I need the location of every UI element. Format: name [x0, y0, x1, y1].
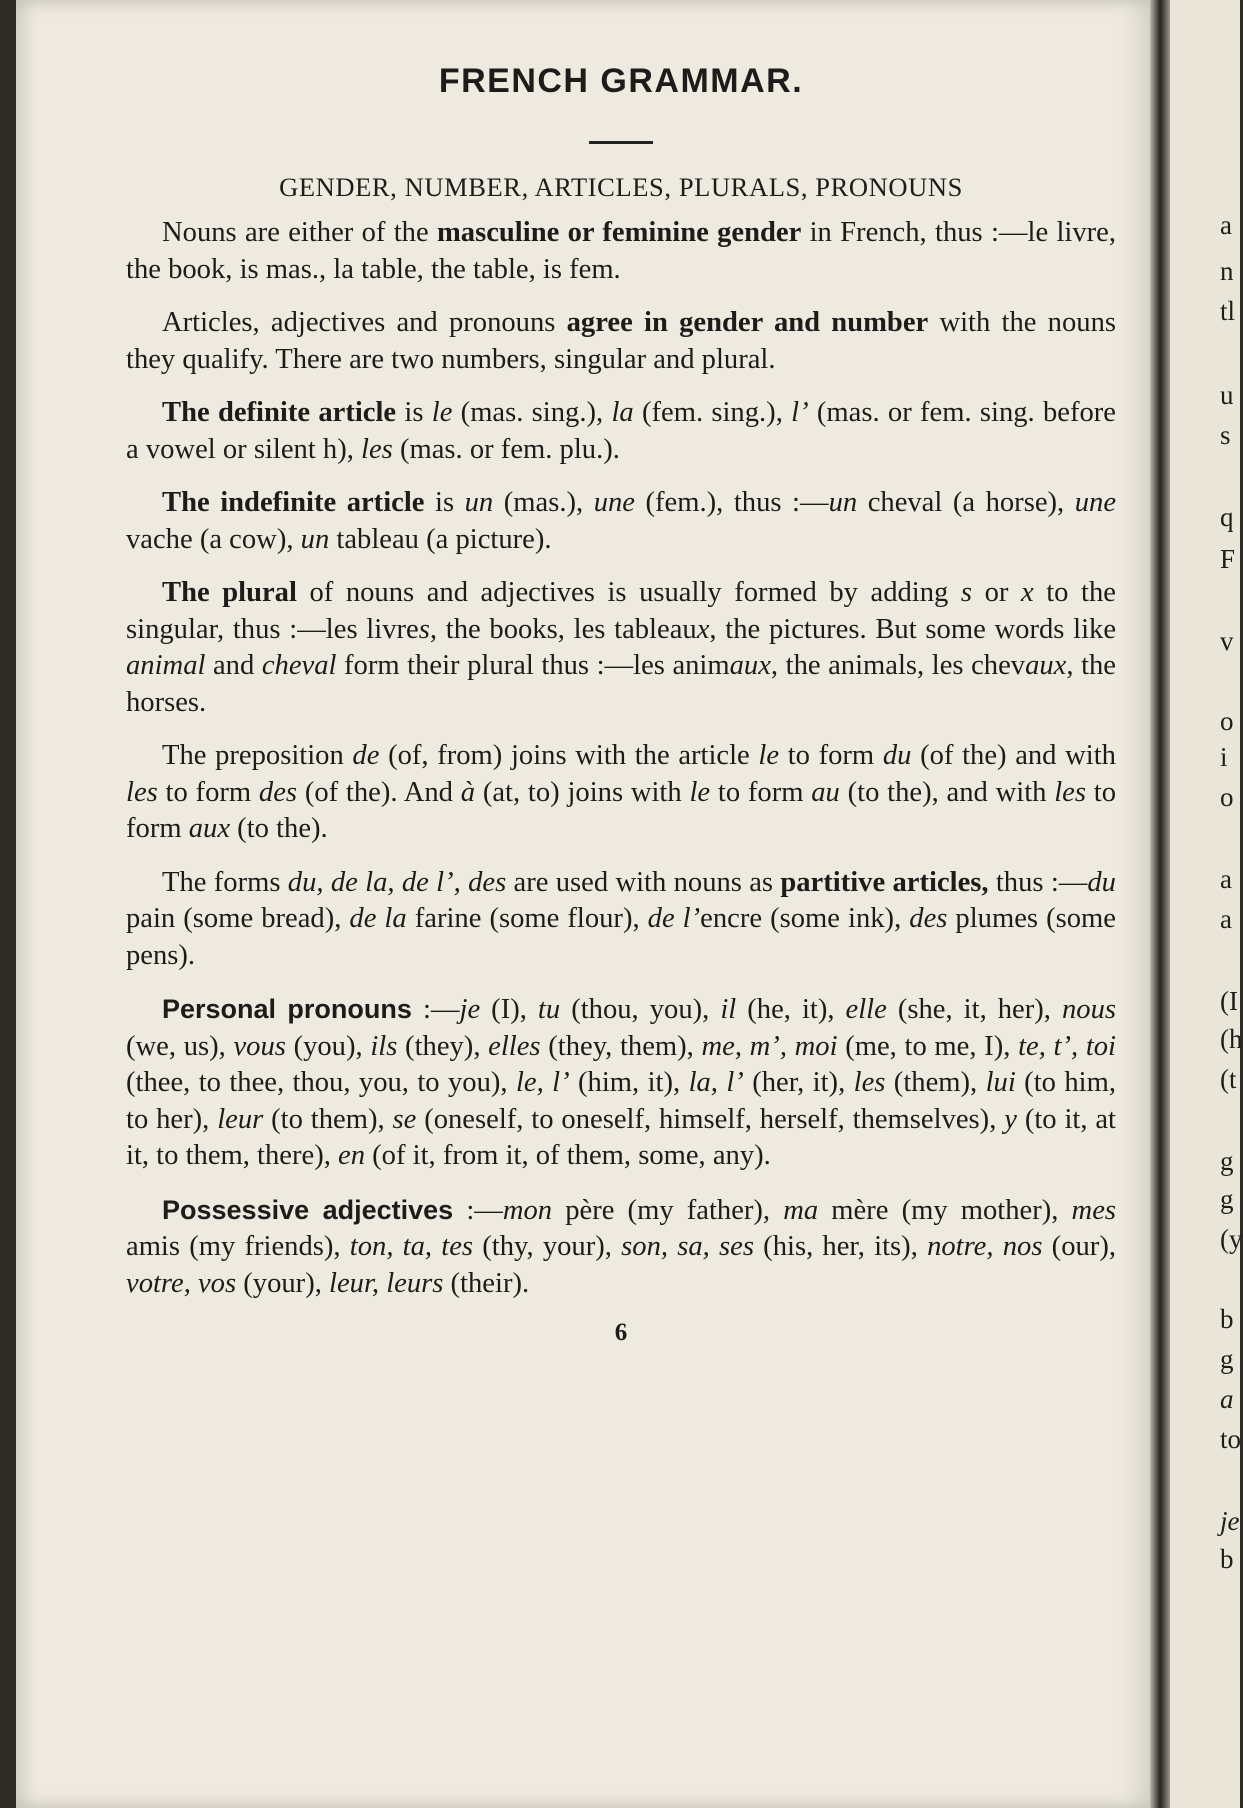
right-page-fragment: tl [1220, 296, 1236, 326]
french-word: ils [370, 1030, 398, 1062]
french-word: leur [217, 1103, 264, 1135]
french-word: votre, vos [126, 1267, 237, 1299]
right-page-fragment: i [1220, 742, 1228, 772]
text-run: (of the). And [297, 776, 461, 808]
right-page-fragment: b [1220, 1304, 1234, 1334]
text-run: Articles, adjectives and pronouns [162, 307, 567, 338]
french-word: une [1074, 487, 1117, 518]
french-word: du [1087, 866, 1116, 898]
text-run: Nouns are either of the [162, 217, 437, 248]
right-page-fragment: to [1220, 1424, 1242, 1454]
paragraph [126, 738, 1116, 848]
french-word: des [258, 776, 298, 808]
french-word: animal [126, 650, 206, 681]
right-page-fragment: a [1220, 904, 1232, 934]
right-page-fragment: o [1220, 706, 1234, 736]
right-page-fragment: a [1220, 210, 1232, 240]
text-run: form their plural thus :—les anim [336, 650, 730, 681]
right-page-fragment: u [1220, 380, 1234, 410]
right-page-fragment: a [1220, 864, 1232, 894]
paragraph [126, 991, 1116, 1175]
text-run: to form [126, 776, 1117, 844]
text-run: (they), [397, 1030, 489, 1062]
page-content [126, 52, 1116, 1347]
title-rule [589, 141, 653, 144]
right-page-edge [1170, 0, 1243, 1808]
french-word: une [593, 487, 635, 518]
text-run: (they, them), [540, 1030, 702, 1062]
french-word: du, de la, de l’, des [287, 866, 507, 898]
text-run: :— [453, 1194, 503, 1226]
french-word: leur, leurs [329, 1267, 444, 1299]
text-run: pain (some bread), [126, 903, 350, 934]
bold-term: partitive articles, [780, 866, 989, 898]
french-word: un [464, 487, 494, 518]
paragraph [126, 395, 1116, 468]
right-page-fragment: q [1220, 502, 1234, 532]
text-run: père (my father), [552, 1194, 784, 1226]
text-run: and [205, 650, 262, 681]
text-run: (of it, from it, of them, some, any). [365, 1140, 771, 1171]
right-page-fragment: o [1220, 782, 1234, 812]
text-run: (mas.), [493, 487, 594, 518]
french-word: cheval [261, 650, 337, 681]
french-word: tu [537, 994, 561, 1025]
text-run: to the singular, thus :—les livre [126, 577, 1116, 645]
text-run: (him, it), [569, 1067, 689, 1098]
french-word: elle [845, 994, 887, 1025]
text-run: farine (some flour), [406, 903, 648, 934]
text-run: (fem. sing.), [633, 397, 792, 428]
french-word: vous [233, 1030, 286, 1062]
paragraph [126, 575, 1116, 721]
text-run: (your), [236, 1267, 330, 1299]
bold-term: masculine or feminine gender [436, 217, 802, 248]
text-run: mère (my mother), [818, 1194, 1072, 1226]
text-run: to form [779, 740, 883, 771]
text-run: vache (a cow), [126, 523, 301, 555]
french-word: me, m’, moi [701, 1030, 838, 1062]
french-word: mon [502, 1194, 553, 1226]
text-run: (fem.), thus :— [634, 487, 829, 518]
french-word: son, sa, ses [621, 1231, 754, 1262]
paragraph [126, 485, 1116, 558]
right-page-fragment: F [1220, 544, 1236, 574]
right-page-fragment: g [1220, 1184, 1234, 1214]
section-subheading: GENDER, NUMBER, ARTICLES, PLURALS, PRONOUNS [279, 172, 963, 202]
text-run: (mas. or fem. plu.). [392, 433, 620, 465]
text-run: (mas. sing.), [452, 397, 612, 428]
french-word: x [696, 613, 710, 645]
bold-term: The indefinite article [162, 487, 425, 518]
french-word: le, l’ [515, 1067, 570, 1098]
french-word: le [689, 776, 711, 808]
text-run: , the books, les tableau [429, 613, 697, 645]
text-run: (thy, your), [473, 1231, 622, 1262]
section-label: Possessive adjectives [162, 1194, 454, 1225]
page-title: FRENCH GRAMMAR. [438, 62, 804, 100]
french-word: ma [783, 1194, 819, 1226]
text-run: (her, it), [743, 1067, 854, 1098]
text-run: in French, thus :—le livre, the book, is mas., la table, the table, is fem. [126, 217, 1116, 285]
text-run: (his, her, its), [753, 1231, 928, 1262]
french-word: s [960, 577, 973, 608]
french-word: les [126, 776, 158, 808]
french-word: mes [1071, 1194, 1117, 1226]
paragraph [126, 1192, 1116, 1303]
text-run: (their). [443, 1267, 530, 1299]
french-word: à [460, 776, 476, 808]
text-run: amis (my friends), [126, 1231, 350, 1262]
french-word: je [459, 994, 481, 1025]
bold-term: The definite article [162, 397, 397, 428]
text-run: (to the). [230, 813, 328, 844]
text-run: (of the) and with [911, 740, 1116, 771]
text-run: (to it, at it, to them, there), [126, 1103, 1116, 1171]
text-run: The preposition [162, 740, 353, 771]
text-run: (mas. or fem. sing. before a vowel or silent h), [126, 397, 1116, 465]
french-word: au [811, 776, 840, 808]
paragraph [126, 865, 1116, 975]
paragraph [126, 215, 1116, 288]
book-gutter [1150, 0, 1172, 1808]
paragraphs [126, 215, 1116, 1302]
right-page-fragment: s [1220, 420, 1231, 450]
french-word: la [611, 397, 634, 428]
bold-term: The plural [162, 577, 297, 608]
text-run: (me, to me, I), [837, 1030, 1019, 1062]
french-word: un [828, 487, 858, 518]
text-run: (thee, to thee, thou, you, to you), [126, 1067, 516, 1098]
right-page-fragment: g [1220, 1146, 1234, 1176]
text-run: encre (some ink), [700, 903, 910, 934]
text-run: (oneself, to oneself, himself, herself, themselves), [416, 1103, 1005, 1135]
french-word: aux [1025, 650, 1067, 681]
text-run: is [396, 397, 432, 428]
text-run: of nouns and adjectives is usually formed by adding [296, 577, 961, 608]
french-word: la, l’ [688, 1067, 744, 1098]
text-run: (he, it), [736, 994, 846, 1025]
french-word: des [909, 903, 948, 934]
text-run: , the pictures. But some words like [709, 613, 1117, 645]
text-run: to form [157, 776, 259, 808]
right-page-fragment: (I [1220, 986, 1238, 1016]
text-run: to form [710, 776, 812, 808]
french-word: lui [985, 1067, 1016, 1098]
french-word: un [300, 523, 330, 555]
text-run: (at, to) joins with [475, 776, 690, 808]
french-word: se [392, 1103, 417, 1135]
text-run: (to him, to her), [126, 1067, 1116, 1135]
french-word: l’ [791, 397, 809, 428]
text-run: (she, it, her), [886, 994, 1062, 1025]
text-run: is [424, 487, 465, 518]
text-run: The forms [162, 866, 288, 898]
right-page-fragment: a [1220, 1384, 1234, 1414]
french-word: nous [1061, 994, 1116, 1025]
text-run: (we, us), [126, 1030, 234, 1062]
french-word: ton, ta, tes [349, 1231, 474, 1262]
french-word: le [758, 740, 780, 771]
right-page-fragment: (y [1220, 1224, 1243, 1254]
french-word: aux [188, 813, 231, 844]
text-run: (thou, you), [560, 994, 721, 1025]
french-word: du [882, 740, 912, 771]
french-word: de [352, 740, 380, 771]
french-word: le [431, 397, 453, 428]
section-label: Personal pronouns [162, 994, 412, 1024]
bold-term: agree in gender and number [566, 307, 929, 338]
right-page-fragment: (t [1220, 1064, 1237, 1094]
french-word: les [1054, 776, 1086, 808]
text-run: plumes (some pens). [126, 903, 1116, 971]
french-word: aux [729, 650, 771, 681]
text-run: tableau (a picture). [329, 523, 552, 555]
right-page-fragment: n [1220, 256, 1234, 286]
french-word: les [853, 1067, 886, 1098]
text-run: with the nouns they qualify. There are two numbers, singular and plural. [126, 307, 1116, 375]
french-word: les [361, 433, 393, 465]
right-page-fragment: g [1220, 1344, 1234, 1374]
text-run: (them), [885, 1067, 986, 1098]
paragraph [126, 305, 1116, 378]
french-word: s [418, 613, 430, 645]
french-word: y [1004, 1103, 1017, 1135]
text-run: (to them), [263, 1103, 393, 1135]
text-run: , the horses. [126, 650, 1116, 718]
right-page-fragment: (h [1220, 1024, 1243, 1054]
text-run: thus :— [988, 866, 1088, 898]
right-page-fragment: b [1220, 1544, 1234, 1574]
french-word: elles [488, 1030, 541, 1062]
french-word: x [1020, 577, 1034, 608]
text-run: cheval (a horse), [857, 487, 1075, 518]
text-run: :— [411, 994, 460, 1025]
text-run: or [972, 577, 1021, 608]
text-run: (I), [480, 994, 538, 1025]
left-page [16, 0, 1158, 1808]
page-number: 6 [614, 1319, 628, 1346]
french-word: il [720, 994, 737, 1025]
french-word: en [338, 1140, 366, 1171]
french-word: te, t’, toi [1018, 1030, 1117, 1062]
text-run: (of, from) joins with the article [379, 740, 759, 771]
text-run: , the animals, les chev [770, 650, 1026, 681]
right-page-fragment: v [1220, 626, 1234, 656]
french-word: de la [349, 903, 407, 934]
text-run: are used with nouns as [506, 866, 781, 898]
french-word: de l’ [647, 903, 701, 934]
text-run: (our), [1042, 1231, 1116, 1262]
french-word: notre, nos [927, 1231, 1043, 1262]
text-run: (you), [285, 1030, 371, 1062]
right-page-fragment: je [1220, 1506, 1240, 1536]
text-run: (to the), and with [839, 776, 1055, 808]
